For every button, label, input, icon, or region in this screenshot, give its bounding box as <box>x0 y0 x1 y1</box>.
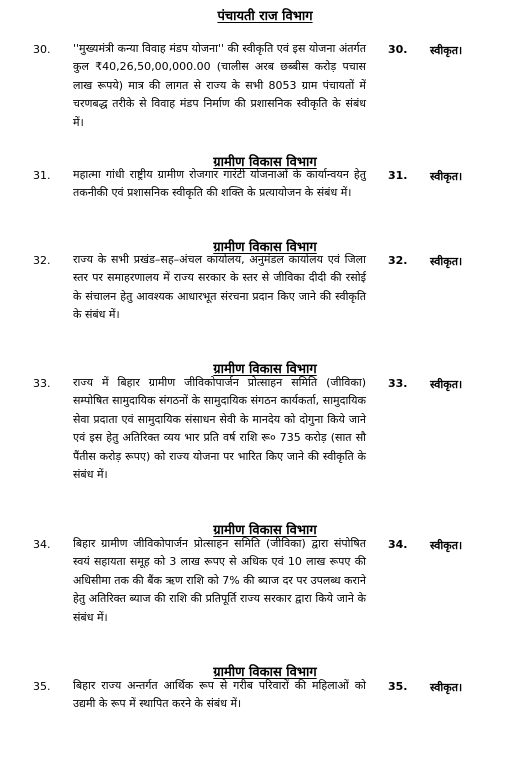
item-description: बिहार राज्य अन्तर्गत आर्थिक रूप से गरीब परिवारों की महिलाओं को उद्यमी के रूप में स्थापित करने के संबंध में। <box>73 679 366 711</box>
item-number: 31. <box>33 169 51 182</box>
department-heading: ग्रामीण विकास विभाग <box>213 240 317 255</box>
item-number: 35. <box>33 680 51 693</box>
item-description: ''मुख्यमंत्री कन्या विवाह मंडप योजना'' की स्वीकृति एवं इस योजना अंतर्गत कुल ₹40,26,50,00,000.00 (चालीस अरब छब्बीस करोड़ पचास लाख रूपये) मात्र की लागत से राज्य के सभी 8053 ग्राम पंचायतों में चरणबद्ध तरीके से विवाह मंडप निर्माण की प्रशासनिक स्वीकृति के संबंध में। <box>73 42 366 129</box>
department-heading: ग्रामीण विकास विभाग <box>213 665 317 680</box>
item-number-right: 33. <box>388 377 408 390</box>
item-description: बिहार ग्रामीण जीविकोपार्जन प्रोत्साहन समिति (जीविका) द्वारा संपोषित स्वयं सहायता समूह को 3 लाख रूपए से अधिक एवं 10 लाख रूपए की अधिसीमा तक की बैंक ऋण राशि को 7% की ब्याज दर पर उपलब्ध कराने हेतु अतिरिक्त ब्याज की राशि की प्रतिपूर्ति राज्य सरकार द्वारा किये जाने के संबंध में। <box>73 537 367 624</box>
item-number-right: 30. <box>388 43 408 56</box>
department-heading: ग्रामीण विकास विभाग <box>213 155 317 170</box>
item-description: महात्मा गांधी राष्ट्रीय ग्रामीण रोजगार गारंटी योजनाओं के कार्यान्वयन हेतु तकनीकी एवं प्रशासनिक स्वीकृति की शक्ति के प्रत्यायोजन के संबंध में। <box>73 168 366 200</box>
item-number: 34. <box>33 538 51 551</box>
item-number-right: 35. <box>388 680 408 693</box>
item-number-right: 32. <box>388 254 408 267</box>
item-number-right: 34. <box>388 538 408 551</box>
status-label: स्वीकृत। <box>430 255 463 268</box>
department-heading: ग्रामीण विकास विभाग <box>213 523 317 538</box>
item-description: राज्य के सभी प्रखंड–सह–अंचल कार्यालय, अनुमंडल कार्यालय एवं जिला स्तर पर समाहरणालय में राज्य सरकार के स्तर से जीविका दीदी की रसोई के संचालन हेतु आवश्यक आधारभूत संरचना प्रदान किए जाने की स्वीकृति के संबंध में। <box>73 253 366 322</box>
item-number: 30. <box>33 43 51 56</box>
item-number: 32. <box>33 254 51 267</box>
department-heading: पंचायती राज विभाग <box>217 9 313 24</box>
item-number-right: 31. <box>388 169 408 182</box>
status-label: स्वीकृत। <box>430 378 463 391</box>
status-label: स्वीकृत। <box>430 681 463 694</box>
status-label: स्वीकृत। <box>430 170 463 183</box>
status-label: स्वीकृत। <box>430 539 463 552</box>
status-label: स्वीकृत। <box>430 44 463 57</box>
department-heading: ग्रामीण विकास विभाग <box>213 362 317 377</box>
item-description: राज्य में बिहार ग्रामीण जीविकोपार्जन प्रोत्साहन समिति (जीविका) सम्पोषित सामुदायिक संगठनों के सामुदायिक संगठन कार्यकर्ता, सामुदायिक सेवा प्रदाता एवं सामुदायिक संसाधन सेवी के मानदेय को दोगुना किये जाने एवं इस हेतु अतिरिक्त व्यय भार प्रति वर्ष राशि रू० 735 करोड़ (सात सौ पैंतीस करोड़ रूपए) को राज्य योजना पर भारित किए जाने की स्वीकृति के संबंध में। <box>73 376 366 482</box>
item-number: 33. <box>33 377 51 390</box>
